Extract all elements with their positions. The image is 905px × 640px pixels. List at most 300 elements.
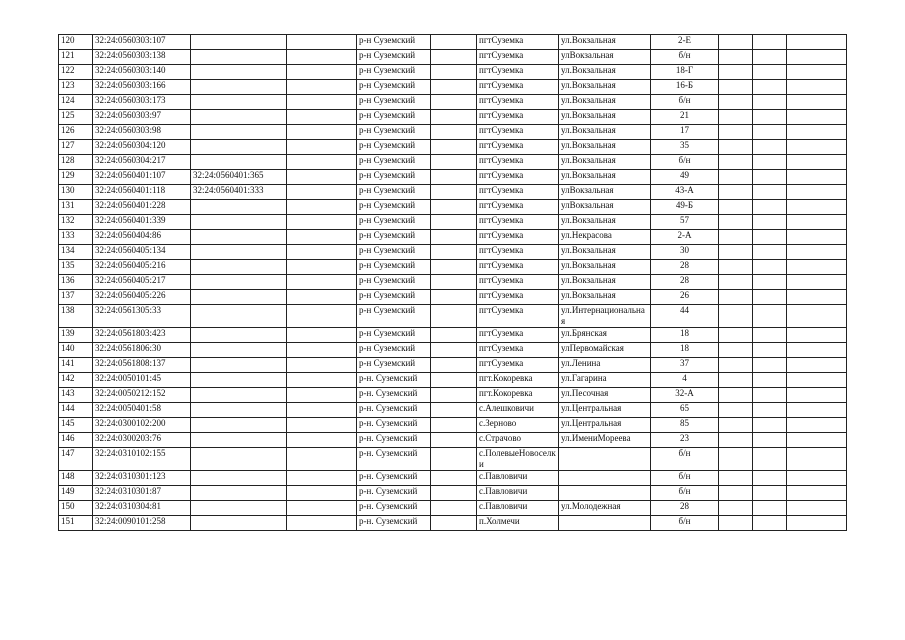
empty-cell (287, 328, 357, 343)
empty-cell (787, 80, 847, 95)
empty-cell (753, 200, 787, 215)
empty-cell (431, 260, 477, 275)
empty-cell (287, 95, 357, 110)
district-cell: р-н Суземский (357, 245, 431, 260)
house-number-cell: 57 (651, 215, 719, 230)
empty-cell (719, 486, 753, 501)
settlement-cell: пгтСуземка (477, 185, 559, 200)
settlement-cell: пгтСуземка (477, 343, 559, 358)
empty-cell (431, 95, 477, 110)
street-cell (559, 516, 651, 531)
empty-cell (431, 448, 477, 471)
empty-cell (719, 471, 753, 486)
property-register-table (58, 34, 847, 531)
street-cell: ул.Брянская (559, 328, 651, 343)
empty-cell (719, 305, 753, 328)
settlement-cell: пгтСуземка (477, 230, 559, 245)
linked-cadastral-cell (191, 245, 287, 260)
linked-cadastral-cell (191, 373, 287, 388)
empty-cell (753, 486, 787, 501)
house-number-cell: 21 (651, 110, 719, 125)
street-cell: ул.ИмениМореева (559, 433, 651, 448)
row-number-cell: 131 (59, 200, 93, 215)
district-cell: р-н. Суземский (357, 403, 431, 418)
empty-cell (787, 185, 847, 200)
empty-cell (287, 388, 357, 403)
empty-cell (431, 403, 477, 418)
district-cell: р-н Суземский (357, 358, 431, 373)
empty-cell (431, 343, 477, 358)
cadastral-number-cell: 32:24:0560405:226 (93, 290, 191, 305)
settlement-cell: с.Зерново (477, 418, 559, 433)
empty-cell (719, 275, 753, 290)
district-cell: р-н Суземский (357, 260, 431, 275)
row-number-cell: 132 (59, 215, 93, 230)
empty-cell (753, 328, 787, 343)
row-number-cell: 124 (59, 95, 93, 110)
cadastral-number-cell: 32:24:0300102:200 (93, 418, 191, 433)
cadastral-number-cell: 32:24:0050212:152 (93, 388, 191, 403)
table-row (59, 170, 847, 185)
street-cell: ул.Вокзальная (559, 125, 651, 140)
street-cell: ул.Вокзальная (559, 275, 651, 290)
cadastral-number-cell: 32:24:0560303:140 (93, 65, 191, 80)
table-row (59, 448, 847, 471)
settlement-cell: пгт.Кокоревка (477, 388, 559, 403)
house-number-cell: 17 (651, 125, 719, 140)
district-cell: р-н. Суземский (357, 471, 431, 486)
empty-cell (753, 275, 787, 290)
settlement-cell: пгтСуземка (477, 275, 559, 290)
street-cell: ул.Вокзальная (559, 260, 651, 275)
cadastral-number-cell: 32:24:0560405:217 (93, 275, 191, 290)
empty-cell (287, 65, 357, 80)
cadastral-number-cell: 32:24:0560303:98 (93, 125, 191, 140)
row-number-cell: 134 (59, 245, 93, 260)
empty-cell (431, 516, 477, 531)
empty-cell (753, 140, 787, 155)
empty-cell (719, 215, 753, 230)
empty-cell (753, 373, 787, 388)
empty-cell (287, 358, 357, 373)
row-number-cell: 145 (59, 418, 93, 433)
empty-cell (719, 328, 753, 343)
house-number-cell: 28 (651, 275, 719, 290)
linked-cadastral-cell (191, 486, 287, 501)
settlement-cell: с.Павловичи (477, 501, 559, 516)
district-cell: р-н Суземский (357, 305, 431, 328)
house-number-cell: 32-А (651, 388, 719, 403)
linked-cadastral-cell (191, 35, 287, 50)
linked-cadastral-cell (191, 110, 287, 125)
empty-cell (431, 155, 477, 170)
empty-cell (787, 290, 847, 305)
empty-cell (431, 290, 477, 305)
row-number-cell: 128 (59, 155, 93, 170)
linked-cadastral-cell: 32:24:0560401:333 (191, 185, 287, 200)
empty-cell (787, 125, 847, 140)
empty-cell (287, 200, 357, 215)
settlement-cell: пгтСуземка (477, 290, 559, 305)
table-row (59, 501, 847, 516)
table-row (59, 245, 847, 260)
empty-cell (787, 275, 847, 290)
table-row (59, 110, 847, 125)
empty-cell (719, 448, 753, 471)
empty-cell (287, 516, 357, 531)
settlement-cell: пгтСуземка (477, 305, 559, 328)
empty-cell (719, 290, 753, 305)
house-number-cell: 28 (651, 260, 719, 275)
empty-cell (753, 516, 787, 531)
empty-cell (753, 245, 787, 260)
empty-cell (787, 388, 847, 403)
house-number-cell: 16-Б (651, 80, 719, 95)
empty-cell (287, 403, 357, 418)
house-number-cell: 37 (651, 358, 719, 373)
house-number-cell: 43-А (651, 185, 719, 200)
row-number-cell: 139 (59, 328, 93, 343)
row-number-cell: 133 (59, 230, 93, 245)
settlement-cell: пгтСуземка (477, 110, 559, 125)
empty-cell (753, 35, 787, 50)
street-cell: ул.Вокзальная (559, 80, 651, 95)
empty-cell (787, 433, 847, 448)
house-number-cell: б/н (651, 50, 719, 65)
settlement-cell: пгтСуземка (477, 328, 559, 343)
empty-cell (287, 471, 357, 486)
empty-cell (753, 290, 787, 305)
street-cell: ул.Песочная (559, 388, 651, 403)
table-row (59, 185, 847, 200)
table-row (59, 358, 847, 373)
cadastral-number-cell: 32:24:0560304:217 (93, 155, 191, 170)
row-number-cell: 151 (59, 516, 93, 531)
empty-cell (753, 125, 787, 140)
empty-cell (287, 80, 357, 95)
street-cell: ул.Молодежная (559, 501, 651, 516)
linked-cadastral-cell (191, 471, 287, 486)
house-number-cell: 49-Б (651, 200, 719, 215)
empty-cell (431, 471, 477, 486)
linked-cadastral-cell (191, 65, 287, 80)
district-cell: р-н. Суземский (357, 501, 431, 516)
district-cell: р-н Суземский (357, 200, 431, 215)
table-row (59, 516, 847, 531)
linked-cadastral-cell (191, 501, 287, 516)
cadastral-number-cell: 32:24:0561305:33 (93, 305, 191, 328)
empty-cell (787, 65, 847, 80)
cadastral-number-cell: 32:24:0560401:118 (93, 185, 191, 200)
empty-cell (753, 215, 787, 230)
empty-cell (719, 140, 753, 155)
empty-cell (719, 125, 753, 140)
house-number-cell: 28 (651, 501, 719, 516)
settlement-cell: пгтСуземка (477, 200, 559, 215)
house-number-cell: 18 (651, 328, 719, 343)
street-cell: ул.Вокзальная (559, 215, 651, 230)
empty-cell (719, 260, 753, 275)
empty-cell (287, 418, 357, 433)
settlement-cell: пгтСуземка (477, 80, 559, 95)
empty-cell (719, 170, 753, 185)
table-row (59, 343, 847, 358)
district-cell: р-н Суземский (357, 80, 431, 95)
row-number-cell: 122 (59, 65, 93, 80)
empty-cell (787, 50, 847, 65)
linked-cadastral-cell (191, 200, 287, 215)
empty-cell (753, 418, 787, 433)
linked-cadastral-cell (191, 80, 287, 95)
cadastral-number-cell: 32:24:0560401:339 (93, 215, 191, 230)
empty-cell (719, 245, 753, 260)
empty-cell (787, 486, 847, 501)
register-rows (59, 35, 847, 531)
empty-cell (753, 388, 787, 403)
district-cell: р-н Суземский (357, 50, 431, 65)
row-number-cell: 137 (59, 290, 93, 305)
district-cell: р-н Суземский (357, 65, 431, 80)
house-number-cell: 2-А (651, 230, 719, 245)
street-cell: ул.Вокзальная (559, 170, 651, 185)
empty-cell (753, 155, 787, 170)
empty-cell (431, 80, 477, 95)
empty-cell (287, 290, 357, 305)
empty-cell (431, 388, 477, 403)
street-cell: ул.Вокзальная (559, 65, 651, 80)
settlement-cell: с.Павловичи (477, 486, 559, 501)
empty-cell (287, 50, 357, 65)
linked-cadastral-cell (191, 403, 287, 418)
house-number-cell: 26 (651, 290, 719, 305)
empty-cell (753, 185, 787, 200)
empty-cell (787, 516, 847, 531)
empty-cell (719, 65, 753, 80)
settlement-cell: пгтСуземка (477, 358, 559, 373)
empty-cell (787, 215, 847, 230)
empty-cell (719, 433, 753, 448)
settlement-cell: с.Страчово (477, 433, 559, 448)
empty-cell (753, 50, 787, 65)
settlement-cell: пгтСуземка (477, 155, 559, 170)
empty-cell (787, 95, 847, 110)
cadastral-number-cell: 32:24:0310301:123 (93, 471, 191, 486)
table-row (59, 65, 847, 80)
empty-cell (753, 403, 787, 418)
settlement-cell: пгтСуземка (477, 170, 559, 185)
street-cell: ул.Центральная (559, 403, 651, 418)
table-row (59, 388, 847, 403)
row-number-cell: 148 (59, 471, 93, 486)
empty-cell (719, 50, 753, 65)
empty-cell (719, 80, 753, 95)
row-number-cell: 144 (59, 403, 93, 418)
linked-cadastral-cell (191, 328, 287, 343)
row-number-cell: 135 (59, 260, 93, 275)
district-cell: р-н Суземский (357, 275, 431, 290)
row-number-cell: 146 (59, 433, 93, 448)
empty-cell (431, 275, 477, 290)
row-number-cell: 141 (59, 358, 93, 373)
empty-cell (787, 200, 847, 215)
house-number-cell: 23 (651, 433, 719, 448)
empty-cell (431, 305, 477, 328)
linked-cadastral-cell (191, 95, 287, 110)
district-cell: р-н Суземский (357, 140, 431, 155)
empty-cell (719, 95, 753, 110)
empty-cell (787, 328, 847, 343)
house-number-cell: б/н (651, 95, 719, 110)
house-number-cell: б/н (651, 486, 719, 501)
cadastral-number-cell: 32:24:0560405:216 (93, 260, 191, 275)
empty-cell (753, 358, 787, 373)
empty-cell (431, 328, 477, 343)
street-cell: ул.Вокзальная (559, 155, 651, 170)
empty-cell (787, 373, 847, 388)
cadastral-number-cell: 32:24:0310102:155 (93, 448, 191, 471)
table-row (59, 230, 847, 245)
empty-cell (287, 433, 357, 448)
street-cell (559, 486, 651, 501)
district-cell: р-н Суземский (357, 215, 431, 230)
empty-cell (431, 185, 477, 200)
row-number-cell: 121 (59, 50, 93, 65)
empty-cell (753, 170, 787, 185)
table-row (59, 373, 847, 388)
empty-cell (719, 358, 753, 373)
table-row (59, 215, 847, 230)
empty-cell (719, 501, 753, 516)
row-number-cell: 149 (59, 486, 93, 501)
linked-cadastral-cell (191, 448, 287, 471)
row-number-cell: 140 (59, 343, 93, 358)
settlement-cell: пгтСуземка (477, 65, 559, 80)
street-cell: улВокзальная (559, 50, 651, 65)
house-number-cell: 85 (651, 418, 719, 433)
empty-cell (787, 448, 847, 471)
table-row (59, 471, 847, 486)
district-cell: р-н. Суземский (357, 373, 431, 388)
street-cell: ул.Гагарина (559, 373, 651, 388)
row-number-cell: 143 (59, 388, 93, 403)
empty-cell (787, 155, 847, 170)
row-number-cell: 129 (59, 170, 93, 185)
settlement-cell: пгтСуземка (477, 95, 559, 110)
linked-cadastral-cell (191, 50, 287, 65)
table-row (59, 155, 847, 170)
house-number-cell: 44 (651, 305, 719, 328)
empty-cell (287, 110, 357, 125)
empty-cell (753, 343, 787, 358)
empty-cell (287, 140, 357, 155)
linked-cadastral-cell (191, 418, 287, 433)
settlement-cell: пгтСуземка (477, 140, 559, 155)
empty-cell (787, 260, 847, 275)
cadastral-number-cell: 32:24:0560405:134 (93, 245, 191, 260)
row-number-cell: 127 (59, 140, 93, 155)
street-cell: улВокзальная (559, 200, 651, 215)
cadastral-number-cell: 32:24:0561806:30 (93, 343, 191, 358)
table-row (59, 50, 847, 65)
table-row (59, 275, 847, 290)
linked-cadastral-cell (191, 275, 287, 290)
table-row (59, 328, 847, 343)
empty-cell (787, 110, 847, 125)
settlement-cell: пгтСуземка (477, 35, 559, 50)
row-number-cell: 125 (59, 110, 93, 125)
house-number-cell: 65 (651, 403, 719, 418)
settlement-cell: пгтСуземка (477, 215, 559, 230)
settlement-cell: с.ПолевыеНовоселки (477, 448, 559, 471)
linked-cadastral-cell (191, 290, 287, 305)
empty-cell (787, 403, 847, 418)
empty-cell (719, 35, 753, 50)
empty-cell (787, 418, 847, 433)
empty-cell (287, 343, 357, 358)
district-cell: р-н Суземский (357, 290, 431, 305)
district-cell: р-н Суземский (357, 35, 431, 50)
empty-cell (719, 185, 753, 200)
cadastral-number-cell: 32:24:0560303:138 (93, 50, 191, 65)
district-cell: р-н Суземский (357, 343, 431, 358)
empty-cell (431, 200, 477, 215)
empty-cell (431, 170, 477, 185)
empty-cell (431, 501, 477, 516)
empty-cell (431, 215, 477, 230)
house-number-cell: б/н (651, 155, 719, 170)
cadastral-number-cell: 32:24:0560303:107 (93, 35, 191, 50)
empty-cell (753, 65, 787, 80)
empty-cell (753, 433, 787, 448)
cadastral-number-cell: 32:24:0310301:87 (93, 486, 191, 501)
settlement-cell: пгт.Кокоревка (477, 373, 559, 388)
district-cell: р-н Суземский (357, 95, 431, 110)
settlement-cell: пгтСуземка (477, 125, 559, 140)
empty-cell (753, 80, 787, 95)
district-cell: р-н. Суземский (357, 448, 431, 471)
row-number-cell: 126 (59, 125, 93, 140)
street-cell: ул.Центральная (559, 418, 651, 433)
settlement-cell: пгтСуземка (477, 260, 559, 275)
house-number-cell: 18 (651, 343, 719, 358)
empty-cell (787, 501, 847, 516)
linked-cadastral-cell (191, 155, 287, 170)
street-cell: ул.Вокзальная (559, 140, 651, 155)
row-number-cell: 123 (59, 80, 93, 95)
empty-cell (753, 260, 787, 275)
district-cell: р-н Суземский (357, 328, 431, 343)
house-number-cell: б/н (651, 448, 719, 471)
table-row (59, 418, 847, 433)
district-cell: р-н. Суземский (357, 433, 431, 448)
empty-cell (719, 388, 753, 403)
cadastral-number-cell: 32:24:0560404:86 (93, 230, 191, 245)
cadastral-number-cell: 32:24:0560401:228 (93, 200, 191, 215)
empty-cell (287, 245, 357, 260)
empty-cell (753, 471, 787, 486)
table-row (59, 260, 847, 275)
empty-cell (719, 403, 753, 418)
empty-cell (787, 170, 847, 185)
empty-cell (719, 373, 753, 388)
empty-cell (787, 343, 847, 358)
empty-cell (431, 140, 477, 155)
row-number-cell: 130 (59, 185, 93, 200)
table-row (59, 125, 847, 140)
empty-cell (753, 95, 787, 110)
empty-cell (787, 140, 847, 155)
settlement-cell: пгтСуземка (477, 50, 559, 65)
